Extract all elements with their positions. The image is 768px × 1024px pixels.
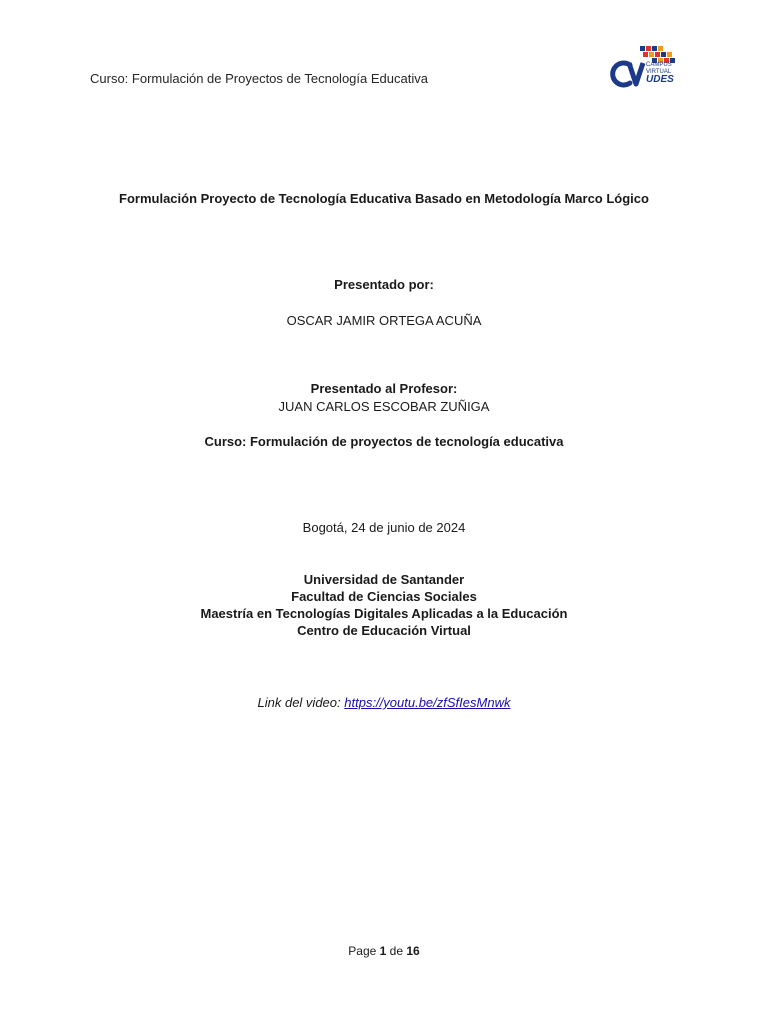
page-footer <box>0 944 768 958</box>
footer-current-page: 1 <box>379 944 387 958</box>
presented-to-label: Presentado al Profesor: <box>310 381 458 396</box>
course-line: Curso: Formulación de proyectos de tecnología educativa <box>204 434 564 449</box>
document-title: Formulación Proyecto de Tecnología Educativa Basado en Metodología Marco Lógico <box>119 191 649 206</box>
program-name: Maestría en Tecnologías Digitales Aplicadas a la Educación <box>200 606 568 621</box>
video-link-line <box>0 695 768 710</box>
logo-text-udes: UDES <box>646 74 674 85</box>
video-link-label: Link del video: <box>257 695 341 710</box>
logo-text-campus: CAMPUS <box>646 62 672 68</box>
student-name: OSCAR JAMIR ORTEGA ACUÑA <box>286 313 482 328</box>
center-name: Centro de Educación Virtual <box>297 623 471 638</box>
professor-name: JUAN CARLOS ESCOBAR ZUÑIGA <box>278 399 490 414</box>
video-link[interactable]: https://youtu.be/zfSfIesMnwk <box>344 695 511 710</box>
footer-page-word: Page <box>348 944 377 958</box>
footer-of-word: de <box>389 944 404 958</box>
institution-block <box>0 571 768 639</box>
university-name: Universidad de Santander <box>303 572 465 587</box>
campus-virtual-udes-logo <box>610 43 680 88</box>
logo-text-virtual: VIRTUAL <box>646 69 672 75</box>
date-line: Bogotá, 24 de junio de 2024 <box>302 520 466 535</box>
faculty-name: Facultad de Ciencias Sociales <box>291 589 477 604</box>
footer-total-pages: 16 <box>406 944 420 958</box>
presented-by-label: Presentado por: <box>334 277 434 292</box>
header-course-text: Curso: Formulación de Proyectos de Tecnología Educativa <box>90 71 428 86</box>
